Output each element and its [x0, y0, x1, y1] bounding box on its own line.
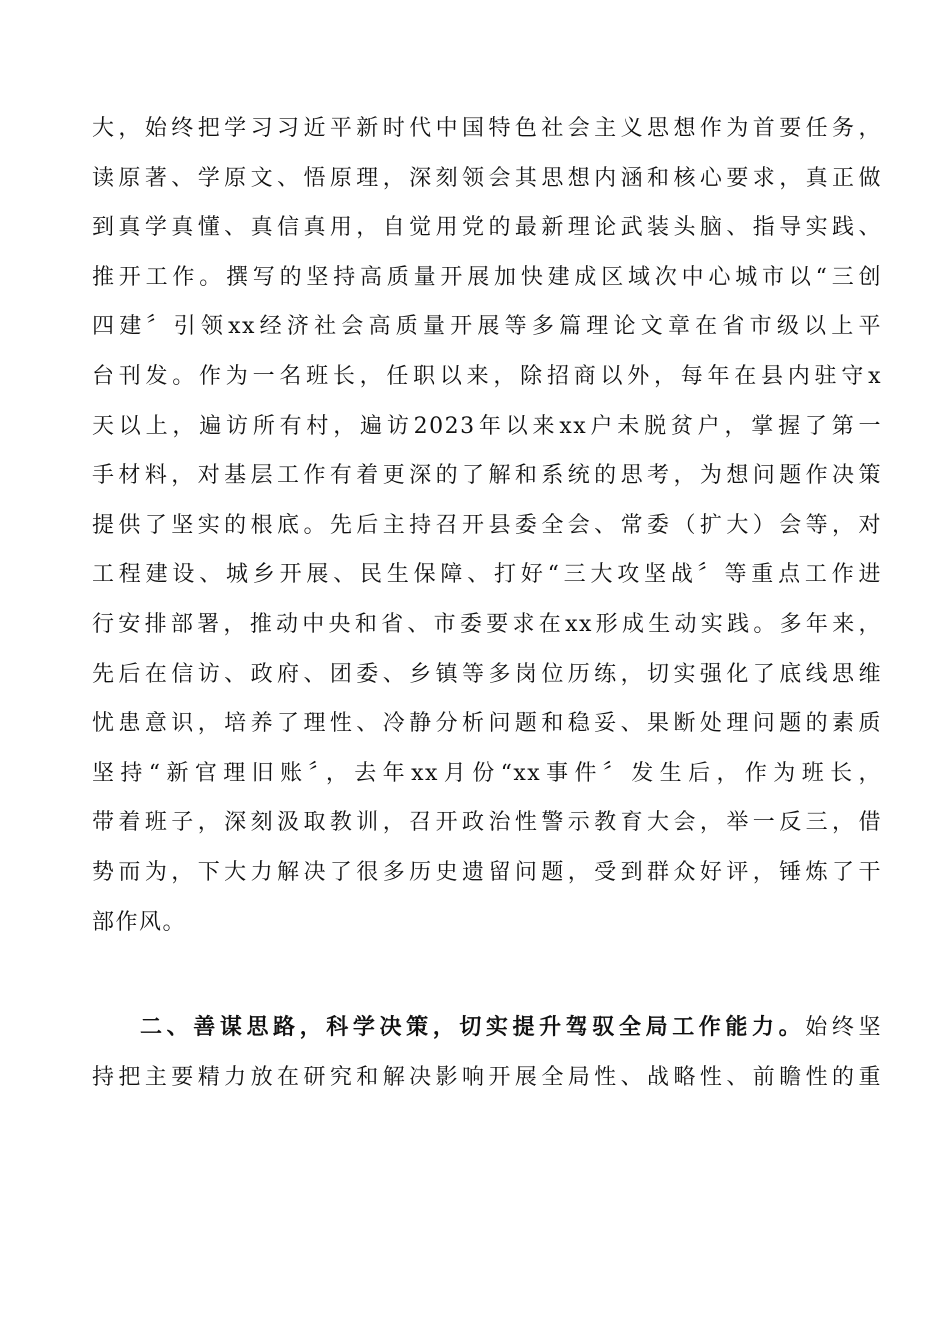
text-line: 推开工作。撰写的坚持高质量开展加快建成区域次中心城市以“三创 [92, 264, 882, 290]
text-line: 提供了坚实的根底。先后主持召开县委全会、常委（扩大）会等，对 [92, 512, 882, 538]
text-line: 忧患意识，培养了理性、冷静分析问题和稳妥、果断处理问题的素质 [92, 711, 882, 737]
paragraph-1 [92, 104, 882, 947]
text-line: 手材料，对基层工作有着更深的了解和系统的思考，为想问题作决策 [92, 463, 882, 489]
paragraph-spacer [92, 947, 882, 1003]
text-line: 四建〞引领xx经济社会高质量开展等多篇理论文章在省市级以上平 [92, 314, 882, 340]
text-line: 大，始终把学习习近平新时代中国特色社会主义思想作为首要任务， [92, 116, 882, 141]
text-line: 台刊发。作为一名班长，任职以来，除招商以外，每年在县内驻守x [92, 363, 882, 389]
text-line: 行安排部署，推动中央和省、市委要求在xx形成生动实践。多年来， [92, 611, 882, 637]
section-heading: 二、善谋思路，科学决策，切实提升驾驭全局工作能力。 [140, 1014, 806, 1041]
paragraph-2 [92, 1003, 882, 1102]
text-line: 天以上，遍访所有村，遍访2023年以来xx户未脱贫户，掌握了第一 [92, 413, 882, 439]
document-body [92, 104, 882, 1102]
text-line: 先后在信访、政府、团委、乡镇等多岗位历练，切实强化了底线思维 [92, 661, 882, 687]
text-line: 势而为，下大力解决了很多历史遗留问题，受到群众好评，锤炼了干 [92, 859, 882, 885]
heading-line-rest: 始终坚 [805, 1015, 882, 1041]
text-line: 到真学真懂、真信真用，自觉用党的最新理论武装头脑、指导实践、 [92, 215, 882, 241]
text-line: 持把主要精力放在研究和解决影响开展全局性、战略性、前瞻性的重 [92, 1064, 882, 1090]
text-line: 读原著、学原文、悟原理，深刻领会其思想内涵和核心要求，真正做 [92, 165, 882, 191]
text-line: 工程建设、城乡开展、民生保障、打好“三大攻坚战〞等重点工作进 [92, 562, 882, 588]
heading-line [92, 1003, 882, 1053]
text-line: 带着班子，深刻汲取教训，召开政治性警示教育大会，举一反三，借 [92, 810, 882, 836]
text-line: 坚持“新官理旧账〞，去年xx月份“xx事件〞发生后，作为班长， [92, 760, 882, 786]
text-line: 部作风。 [92, 909, 187, 935]
